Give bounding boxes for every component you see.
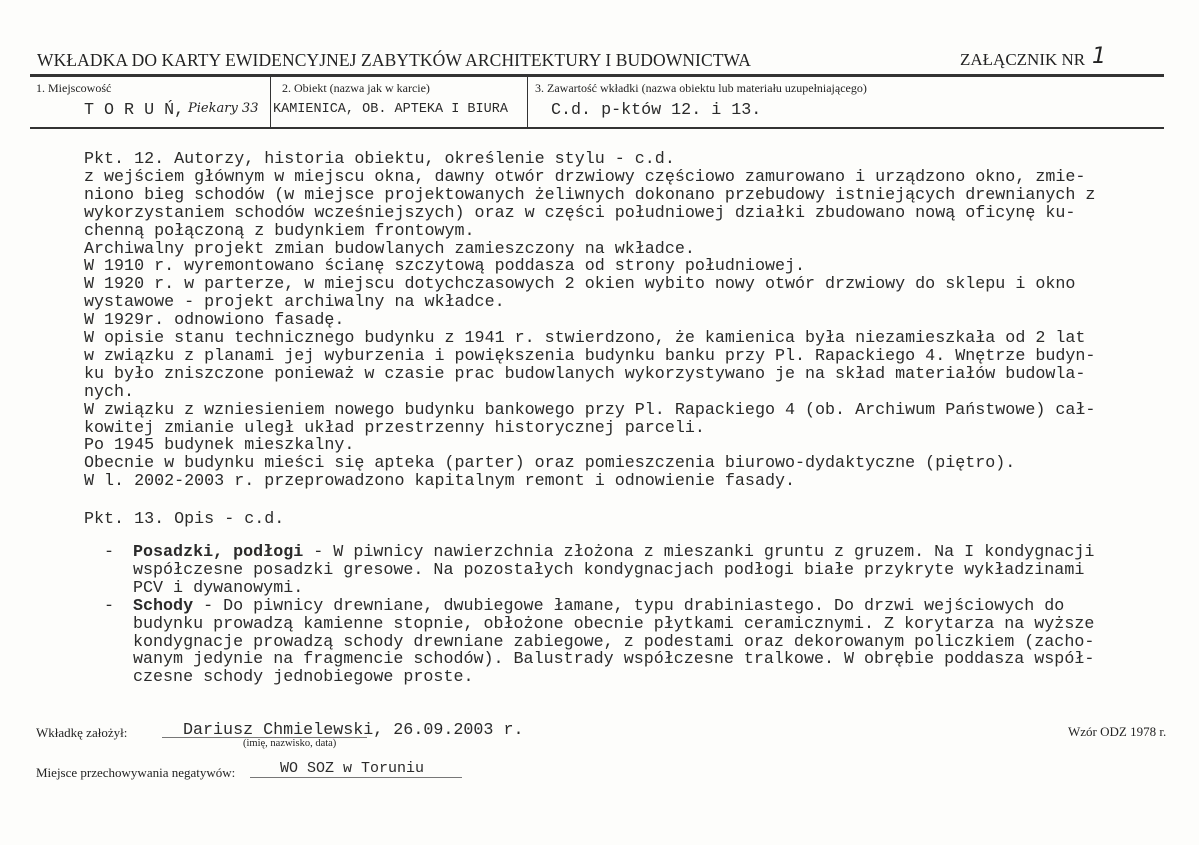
list-item-line bbox=[133, 543, 1094, 562]
negatives-label: Miejsce przechowywania negatywów: bbox=[36, 765, 236, 780]
document-title: WKŁADKA DO KARTY EWIDENCYJNEJ ZABYTKÓW ARCHITEKTURY I BUDOWNICTWA bbox=[37, 50, 751, 70]
text-line: W l. 2002-2003 r. przeprowadzono kapitalnym remont i odnowienie fasady. bbox=[84, 472, 796, 492]
text-line: W opisie stanu technicznego budynku z 1941 r. stwierdzono, że kamienica była niezamieszkała od 2 lat bbox=[84, 329, 1086, 348]
text-line: nych. bbox=[84, 382, 135, 402]
author-label: Wkładkę założył: bbox=[36, 725, 128, 740]
field-locality-value: T O R U Ń, bbox=[84, 101, 185, 120]
field-object-label: 2. Obiekt (nazwa jak w karcie) bbox=[282, 81, 430, 95]
bullet-icon: - bbox=[104, 596, 115, 616]
text-line: Obecnie w budynku mieści się apteka (parter) oraz pomieszczenia biurowo-dydaktyczne (piętro). bbox=[84, 454, 1016, 474]
form-version: Wzór ODZ 1978 r. bbox=[1068, 724, 1167, 739]
annex-label: ZAŁĄCZNIK NR bbox=[960, 50, 1086, 69]
list-item-term: Posadzki, podłogi bbox=[133, 543, 304, 562]
text-line: Pkt. 12. Autorzy, historia obiektu, określenie stylu - c.d. bbox=[84, 150, 675, 169]
list-item-text: - Do piwnicy drewniane, dwubiegowe łamane, typu drabiniastego. Do drzwi wejściowych do bbox=[193, 596, 1065, 616]
list-item-text: - W piwnicy nawierzchnia złożona z mieszanki gruntu z gruzem. Na I kondygnacji bbox=[303, 543, 1095, 562]
list-item-line: budynku prowadzą kamienne stopnie, obłożone obecnie płytkami ceramicznymi. Z korytarza na wyższe bbox=[133, 614, 1095, 634]
text-line: Archiwalny projekt zmian budowlanych zamieszczony na wkładce. bbox=[84, 239, 695, 259]
negatives-value: WO SOZ w Toruniu bbox=[280, 760, 425, 777]
annex-number: 1 bbox=[1092, 44, 1106, 69]
section-13-heading: Pkt. 13. Opis - c.d. bbox=[84, 510, 285, 529]
header-rule bbox=[30, 74, 1164, 77]
text-line: z wejściem głównym w miejscu okna, dawny otwór drzwiowy częściowo zamurowano i urządzono okno, zmie- bbox=[84, 167, 1086, 187]
column-divider bbox=[270, 77, 271, 128]
author-hint: (imię, nazwisko, data) bbox=[243, 738, 337, 749]
negatives-line bbox=[250, 777, 462, 778]
author-value: Dariusz Chmielewski, 26.09.2003 r. bbox=[183, 721, 524, 740]
field-content-value: C.d. p-któw 12. i 13. bbox=[551, 101, 762, 120]
list-item-line: wanym jedynie na fragmencie schodów). Balustrady współczesne tralkowe. W obrębie poddasza współ- bbox=[133, 650, 1095, 670]
text-line: kowitej zmianie uległ układ przestrzenny historycznej parceli. bbox=[84, 418, 705, 438]
text-line: W 1920 r. w parterze, w miejscu dotychczasowych 2 okien wybito nowy otwór drzwiowy do sklepu i okno bbox=[84, 275, 1076, 295]
field-content-label: 3. Zawartość wkładki (nazwa obiektu lub materiału uzupełniającego) bbox=[535, 81, 867, 95]
list-item-line bbox=[133, 597, 1064, 616]
field-locality-handwritten: Piekary 33 bbox=[188, 101, 259, 116]
list-item-line: współczesne posadzki gresowe. Na pozostałych kondygnacjach podłogi białe przykryte wykładzinami bbox=[133, 560, 1085, 580]
text-line: W 1910 r. wyremontowano ścianę szczytową poddasza od strony południowej. bbox=[84, 257, 806, 277]
text-line: ku było zniszczone ponieważ w czasie prac budowlanych wykorzystywano je na skład materiałów budowla- bbox=[84, 364, 1086, 384]
text-line: w związku z planami jej wyburzenia i powiększenia budynku banku przy Pl. Rapackiego 4. Wnętrze budyn- bbox=[84, 346, 1096, 366]
field-object-value: KAMIENICA, OB. APTEKA I BIURA bbox=[273, 102, 508, 117]
text-line: wystawowe - projekt archiwalny na wkładce. bbox=[84, 293, 505, 313]
text-line: W 1929r. odnowiono fasadę. bbox=[84, 311, 345, 331]
list-item-line: PCV i dywanowymi. bbox=[133, 578, 304, 598]
list-item-line: kondygnacje prowadzą schody drewniane zabiegowe, z podestami oraz dekorowanym policzkiem (zacho- bbox=[133, 632, 1095, 652]
list-item-line: czesne schody jednobiegowe proste. bbox=[133, 668, 474, 688]
bullet-icon: - bbox=[104, 543, 115, 562]
text-line: Po 1945 budynek mieszkalny. bbox=[84, 436, 355, 456]
column-divider bbox=[527, 77, 528, 128]
field-locality-label: 1. Miejscowość bbox=[36, 81, 112, 95]
fields-rule bbox=[30, 127, 1164, 129]
list-item-term: Schody bbox=[133, 596, 194, 616]
text-line: wykorzystaniem schodów wcześniejszych) oraz w części południowej działki zbudowano nową oficynę ku- bbox=[84, 203, 1076, 223]
text-line: chenną połączoną z budynkiem frontowym. bbox=[84, 221, 475, 241]
text-line: W związku z wzniesieniem nowego budynku bankowego przy Pl. Rapackiego 4 (ob. Archiwum Państwowe) cał- bbox=[84, 400, 1096, 420]
text-line: niono bieg schodów (w miejsce projektowanych żeliwnych dokonano przebudowy istniejących drewnianych z bbox=[84, 185, 1096, 205]
